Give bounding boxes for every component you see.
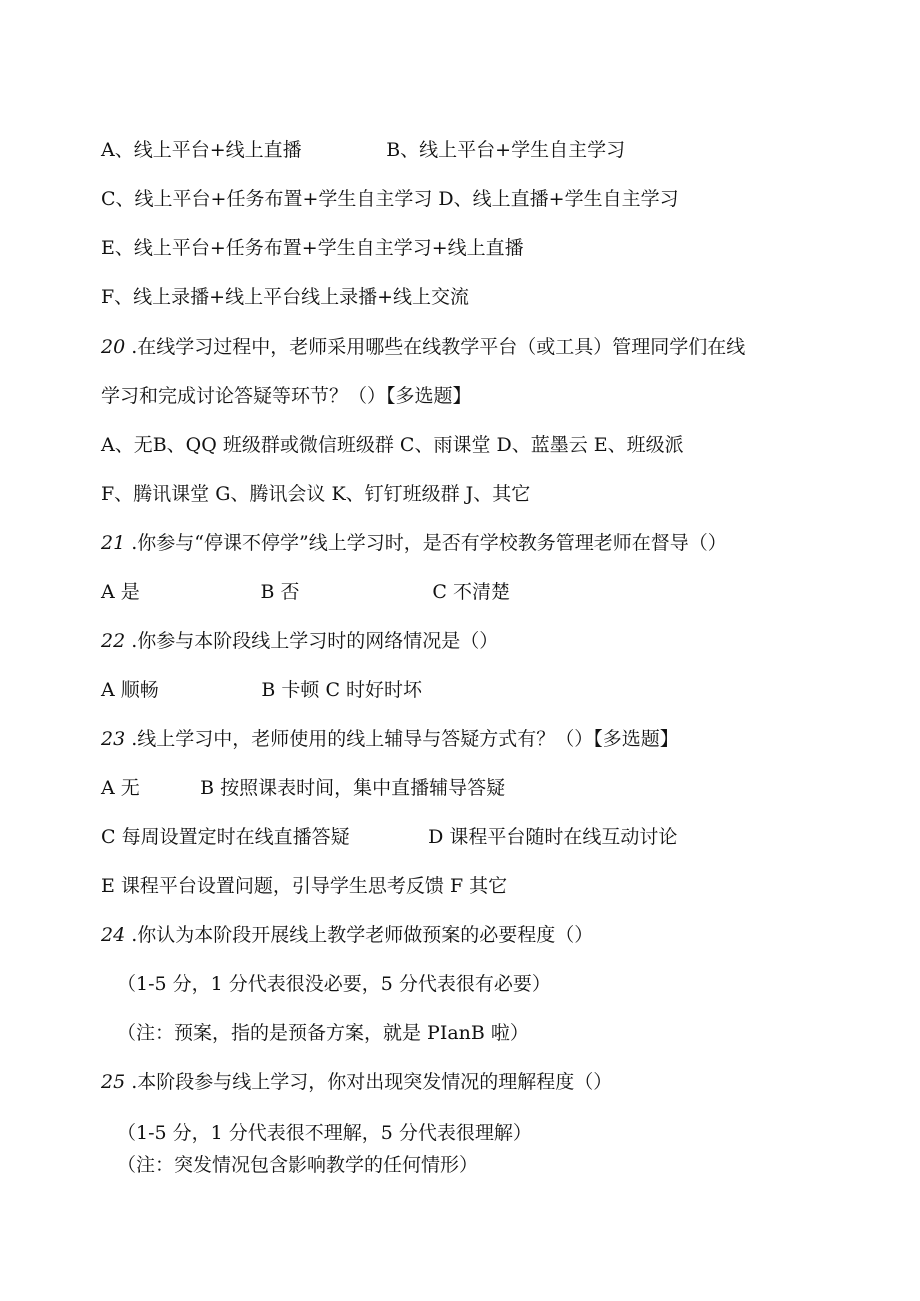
- note-line: （1-5 分，1 分代表很没必要，5 分代表很有必要）: [117, 973, 551, 995]
- question-24: 24 .你认为本阶段开展线上教学老师做预案的必要程度（）: [101, 924, 594, 946]
- option-line: A 是 B 否 C 不清楚: [101, 581, 511, 603]
- option-line: C、线上平台+任务布置+学生自主学习 D、线上直播+学生自主学习: [101, 188, 679, 210]
- question-text-cont: 学习和完成讨论答疑等环节？（）【多选题】: [101, 385, 472, 407]
- note-line: （1-5 分，1 分代表很不理解，5 分代表很理解）: [117, 1122, 532, 1144]
- question-number: 20: [101, 336, 126, 358]
- option-line: E、线上平台+任务布置+学生自主学习+线上直播: [101, 237, 524, 259]
- question-23: 23 .线上学习中，老师使用的线上辅导与答疑方式有？（）【多选题】: [101, 728, 679, 750]
- question-number: 25: [101, 1071, 126, 1093]
- question-number: 21: [101, 532, 126, 554]
- question-number: 24: [101, 924, 126, 946]
- note-line: （注：预案，指的是预备方案，就是 PIanB 啦）: [117, 1022, 529, 1044]
- option-line: A、线上平台+线上直播 B、线上平台+学生自主学习: [101, 139, 626, 161]
- option-line: E 课程平台设置问题，引导学生思考反馈 F 其它: [101, 875, 508, 897]
- option-line: A、无B、QQ 班级群或微信班级群 C、雨课堂 D、蓝墨云 E、班级派: [101, 434, 684, 456]
- option-line: C 每周设置定时在线直播答疑 D 课程平台随时在线互动讨论: [101, 826, 678, 848]
- question-number: 23: [101, 728, 126, 750]
- question-20: 20 .在线学习过程中，老师采用哪些在线教学平台（或工具）管理同学们在线: [101, 336, 746, 358]
- question-22: 22 .你参与本阶段线上学习时的网络情况是（）: [101, 630, 499, 652]
- option-line: A 无 B 按照课表时间，集中直播辅导答疑: [101, 777, 506, 799]
- note-line: （注：突发情况包含影响教学的任何情形）: [117, 1154, 479, 1176]
- question-21: 21 .你参与“停课不停学”线上学习时，是否有学校教务管理老师在督导（）: [101, 532, 727, 554]
- option-line: F、腾讯课堂 G、腾讯会议 K、钉钉班级群 J、其它: [101, 483, 531, 505]
- question-number: 22: [101, 630, 126, 652]
- question-25: 25 .本阶段参与线上学习，你对出现突发情况的理解程度（）: [101, 1071, 613, 1093]
- option-line: F、线上录播+线上平台线上录播+线上交流: [101, 286, 470, 308]
- option-line: A 顺畅 B 卡顿 C 时好时坏: [101, 679, 423, 701]
